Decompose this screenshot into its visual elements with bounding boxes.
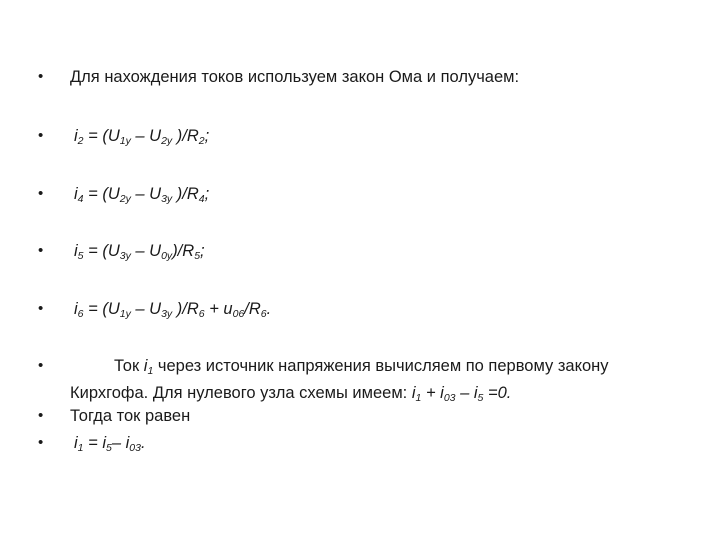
bullet-final bbox=[38, 432, 690, 459]
bullet-formula-i4 bbox=[38, 183, 690, 210]
bullet-dot: • bbox=[38, 185, 44, 202]
bullet-dot: • bbox=[38, 242, 44, 259]
bullet-kirchhoff bbox=[38, 355, 690, 409]
intro-text: Для нахождения токов используем закон Ома и получаем: bbox=[70, 68, 520, 86]
bullet-dot: • bbox=[38, 68, 44, 85]
bullet-then bbox=[38, 405, 690, 427]
bullet-dot: • bbox=[38, 407, 44, 424]
formula-i5: $i_5 = (U_{3у} - U_{0у})/R_5$; bbox=[74, 242, 205, 262]
formula-i4: $i_4 = (U_{2у} - U_{3у}$ )$/R_4$; bbox=[74, 185, 210, 205]
bullet-dot: • bbox=[38, 300, 44, 317]
kirchhoff-text: Ток $i_1$ через источник напряжения вычисляем по первому закону Кирхгофа. Для нулевого узла схемы имеем: $i_1 + i_{03} - i_5 =0$. bbox=[70, 357, 609, 404]
bullet-formula-i2 bbox=[38, 125, 690, 152]
bullet-formula-i5 bbox=[38, 240, 690, 267]
formula-i2: $i_2 = (U_{1у} - U_{2у}$ )$/R_2$; bbox=[74, 127, 210, 147]
bullet-formula-i6 bbox=[38, 298, 690, 325]
bullet-dot: • bbox=[38, 357, 44, 374]
formula-final: $i_1 = i_5-$ $i_{03}$. bbox=[74, 434, 146, 454]
formula-i6: $i_6 = (U_{1у} - U_{3у}$ )$/R_6 + u_{06}/R_6$. bbox=[74, 300, 272, 320]
bullet-dot: • bbox=[38, 127, 44, 144]
bullet-dot: • bbox=[38, 434, 44, 451]
then-text: Тогда ток равен bbox=[70, 407, 191, 425]
bullet-intro bbox=[38, 66, 690, 88]
